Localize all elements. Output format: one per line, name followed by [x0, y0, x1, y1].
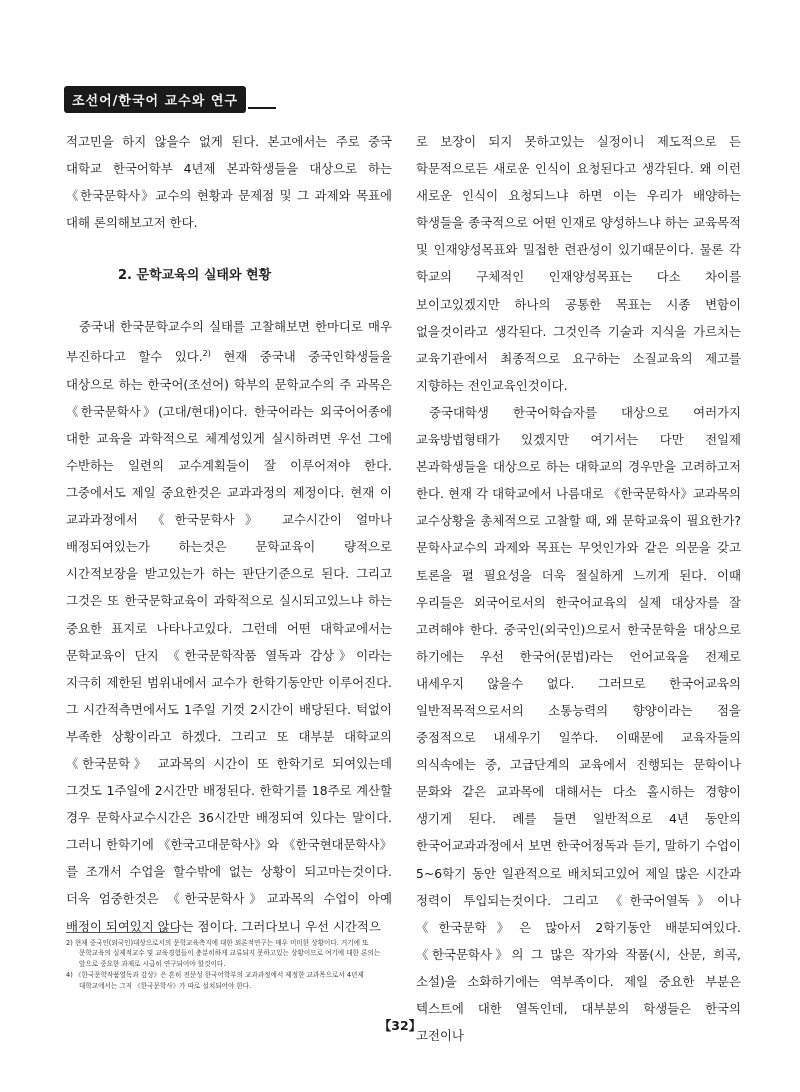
intro-paragraph: 적고민을 하지 않을수 없게 된다. 본고에서는 주로 중국 대학교 한국어학부 4년제 본과학생들을 대상으로 하는 《한국문학사》교수의 현황과 문제점 및 그 과제와 목표에 대해 론의해보고저 한다. [66, 134, 392, 231]
footnote-divider [66, 932, 178, 933]
running-header [64, 84, 276, 114]
footnote-4: 4) 《한국문학작품열독과 감상》은 흔히 전문성 한국어학부의 교과과정에서 제정한 교과목으로서 4년제 대학교에서는 그저 《한국문학사》가 따로 설치되어야 한다. [66, 971, 364, 990]
footnote-2: 2) 현재 중국인(외국인)대상으로서의 문학교육측지에 대한 외론적연구는 매우 미미한 상황이다. 거기에 또 문학교육의 실제적교수 및 교육경험들이 충분히하게 교류되지 못하고있는 상황이므로 여기에 대한 론의는 앞으로 중요한 과제로 시급히 연구되어야 할것이다. [66, 939, 381, 968]
right-column [416, 128, 741, 1049]
header-tail-ornament [248, 97, 276, 109]
page-number: 【32】 [378, 1018, 422, 1033]
section-heading: 2. 문학교육의 실태와 현황 [118, 268, 272, 284]
footnote-ref-2[interactable]: 2) [202, 349, 211, 359]
body-paragraph-main [66, 313, 392, 939]
journal-title: 조선어/한국어 교수와 연구 [64, 86, 246, 113]
body-paragraph-second: 중국대학생 한국어학습자를 대상으로 여러가지 교육방법형태가 있겠지만 여기서는 다만 전일제 본과학생들을 대상으로 하는 대학교의 경우만을 고려하고저 한다. 현재 각 대학교에서 나름대로 《한국문학사》교과목의 교수상황을 총체적으로 고찰할 때, 왜 문학교육이 필요한가? 문학사교수의 과제와 목표는 무엇인가와 같은 의문을 갖고 토론을 펼 필요성을 더욱 절실하게 느끼게 된다. 이때 우리들은 외국어로서의 한국어교육의 실제 대상자를 잘 고려해야 한다. 중국인(외국인)으로서 한국문학을 대상으로 하기에는 우선 한국어(문법)라는 언어교육을 전제로 내세우지 않을수 없다. 그러므로 한국어교육의 일반적목적으로서의 소통능력의 향양이라는 점을 중점적으로 내세우기 일쑤다. 이때문에 교육자들의 의식속에는 중, 고급단계의 교육에서 진행되는 문학이나 문화와 같은 교과목에 대해서는 다소 홀시하는 경향이 생기게 된다. 례를 들면 일반적으로 4년 동안의 한국어교과과정에서 보면 한국어정독과 듣기, 말하기 수업이 5~6학기 동안 일관적으로 배치되고있어 제일 많은 시간과 정력이 투입되는것이다. 그리고 《한국어열독》이나 《한국문학》은 많아서 2학기동안 배분되여있다. 《한국문학사》의 그 많은 작가와 작품(시, 산문, 희곡, 소설)을 소화하기에는 역부족이다. 제일 중요한 부분은 텍스트에 대한 열독인데, 대부분의 학생들은 한국의 고전이나 [416, 404, 741, 1044]
body-text-b: 현재 중국내 중국인학생들을 대상으로 하는 한국어(조선어) 학부의 문학교수의 주 과목은 《한국문학사》(고대/현대)이다. 한국어라는 외국어어종에 대한 교육을 과학적으로 체계성있게 실시하려면 우선 그에 수반하는 일련의 교수계획들이 잘 이루어져야 한다. 그중에서도 제일 중요한것은 교과과정의 제정이다. 현재 이 교과과정에서 《한국문학사》 교수시간이 얼마나 배정되여있는가 하는것은 문학교육이 량적으로 시간적보장을 받고있는가 하는 판단기준으로 된다. 그리고 그것은 또 한국문학교육이 과학적으로 실시되고있느냐 하는 중요한 표지로 나타나고있다. 그런데 어떤 대학교에서는 문학교육이 단지 《한국문학작품 열독과 감상》이라는 지극히 제한된 범위내에서 교수가 한학기동안만 이루어진다. 그 시간적측면에서도 1주일 기껏 2시간이 배당된다. 턱없이 부족한 상황이라고 하겠다. 그리고 또 대부분 대학교의 《한국문학》 교과목의 시간이 또 한학기로 되여있는데 그것도 1주일에 2시간만 배정된다. 한학기를 18주로 계산할 경우 문학사교수시간은 36시간만 배정되여 있다는 말이다. 그러니 한학기에 《한국고대문학사》와 《한국현대문학사》를 조개서 수업을 할수밖에 없는 상황이 되고마는것이다. 더욱 엄중한것은 《한국문학사》교과목의 수업이 아예 배정이 되여있지 않다는 점이다. 그러다보니 우선 시간적으 [66, 349, 392, 934]
footnotes [66, 938, 392, 992]
body-paragraph-continued: 로 보장이 되지 못하고있는 실정이니 제도적으로 든 학문적으로든 새로운 인식이 요청된다고 생각된다. 왜 이런 새로운 인식이 요청되느냐 하면 이는 우리가 배양하는 학생들을 종국적으로 어떤 인재로 양성하느냐 하는 교육목적 및 인재양성목표와 밀접한 련관성이 있기때문이다. 물론 각 학교의 구체적인 인재양성목표는 다소 차이를 보이고있겠지만 하나의 공통한 목표는 시종 변함이 없을것이라고 생각된다. 그것인즉 기술과 지식을 가르치는 교육기관에서 최종적으로 요구하는 소질교육의 제고를 지향하는 전인교육인것이다. [416, 134, 741, 393]
left-column [66, 128, 392, 940]
body-text-a: 중국내 한국문학교수의 실태를 고찰해보면 한마디로 매우 부진하다고 할수 있다. [66, 319, 392, 365]
